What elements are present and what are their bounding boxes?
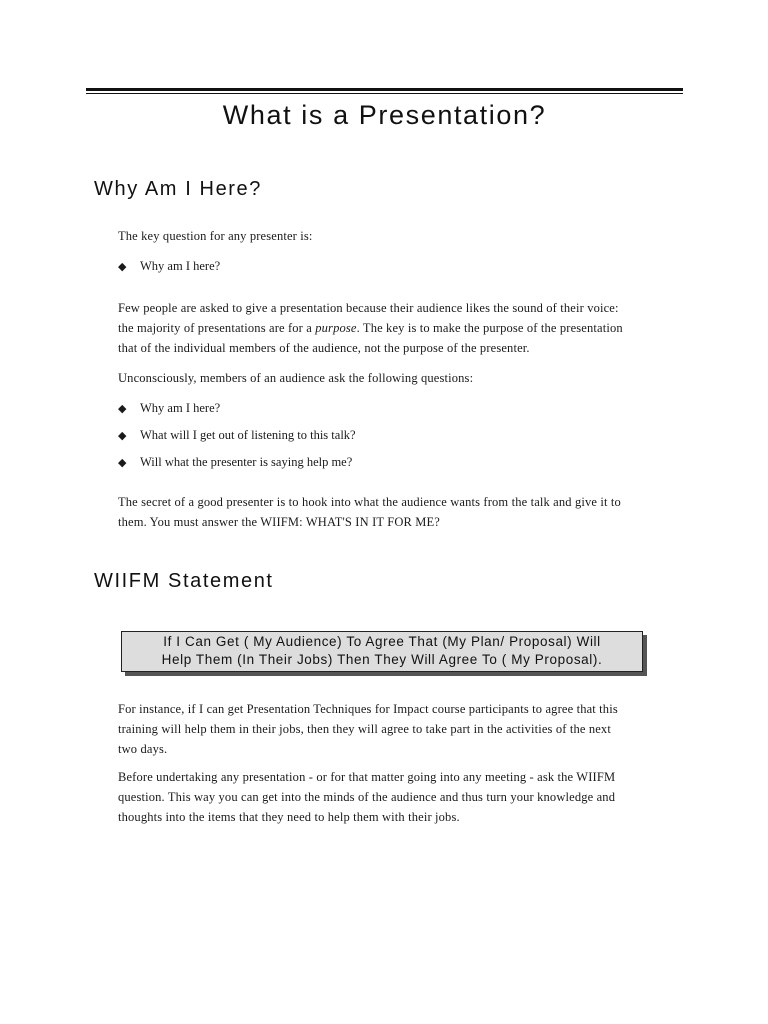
diamond-bullet-icon: ◆: [118, 457, 127, 469]
bullet-question-3: [118, 452, 352, 473]
page-title: What is a Presentation?: [222, 100, 547, 130]
bullet-key-question: [118, 256, 220, 277]
paragraph-purpose: [118, 298, 678, 358]
section-heading-why-am-i-here: Why Am I Here?: [94, 178, 262, 200]
header-rule-thick: [86, 88, 683, 91]
paragraph-line: them. You must answer the WIIFM: WHAT'S IN IT FOR ME?: [118, 515, 441, 529]
diamond-bullet-icon: ◆: [118, 430, 127, 442]
bullet-question-1: [118, 398, 220, 419]
paragraph-line: training will help them in their jobs, then they will agree to take part in the activities of the next: [118, 722, 611, 736]
paragraph-for-instance: [118, 699, 678, 759]
paragraph-line: question. This way you can get into the minds of the audience and thus turn your knowledge and: [118, 790, 616, 804]
header-rule-thin: [86, 93, 683, 94]
paragraph-line: that of the individual members of the audience, not the purpose of the presenter.: [118, 341, 530, 355]
paragraph-line: Few people are asked to give a presentation because their audience likes the sound of their voice:: [118, 301, 619, 315]
bullet-text: Will what the presenter is saying help me?: [140, 455, 353, 469]
paragraph-line: two days.: [118, 742, 168, 756]
paragraph-line: thoughts into the items that they need to help them with their jobs.: [118, 810, 460, 824]
diamond-bullet-icon: ◆: [118, 403, 127, 415]
emphasis-purpose: purpose: [315, 321, 357, 335]
paragraph-before-undertaking: [118, 767, 678, 827]
intro-text: The key question for any presenter is:: [118, 229, 313, 243]
paragraph-secret: [118, 492, 678, 532]
wiifm-callout-box: [121, 631, 643, 672]
paragraph-line: . The key is to make the purpose of the presentation: [356, 321, 623, 335]
paragraph-unconsciously: Unconsciously, members of an audience ask the following questions:: [118, 371, 474, 385]
paragraph-line: Before undertaking any presentation - or for that matter going into any meeting - ask the WIIFM: [118, 770, 616, 784]
section-heading-wiifm-statement: WIIFM Statement: [94, 570, 274, 592]
diamond-bullet-icon: ◆: [118, 261, 127, 273]
paragraph-line: The secret of a good presenter is to hook into what the audience wants from the talk and give it to: [118, 495, 621, 509]
bullet-question-2: [118, 425, 356, 446]
bullet-text: Why am I here?: [140, 259, 221, 273]
callout-line-1: If I Can Get ( My Audience) To Agree That (My Plan/ Proposal) Will: [163, 634, 601, 649]
bullet-text: Why am I here?: [140, 401, 221, 415]
paragraph-line: For instance, if I can get Presentation Techniques for Impact course participants to agree that this: [118, 702, 618, 716]
bullet-text: What will I get out of listening to this talk?: [140, 428, 356, 442]
paragraph-line: the majority of presentations are for a: [118, 321, 316, 335]
callout-line-2: Help Them (In Their Jobs) Then They Will Agree To ( My Proposal).: [161, 652, 603, 667]
